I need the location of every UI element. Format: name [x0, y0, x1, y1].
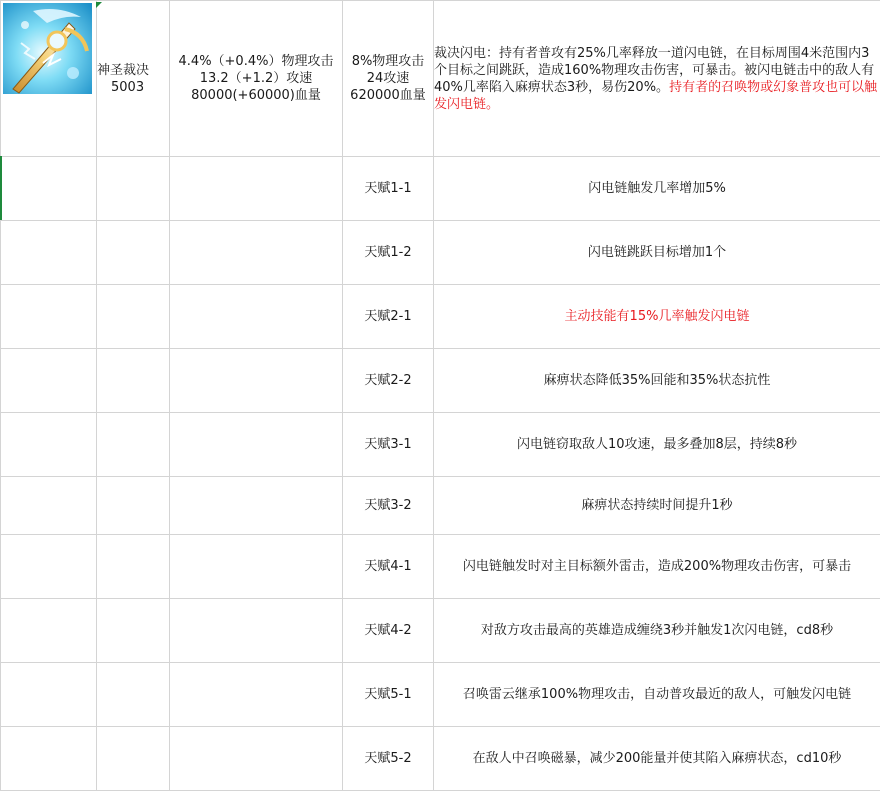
talent-effect: 召唤雷云继承100%物理攻击，自动普攻最近的敌人，可触发闪电链 [462, 687, 852, 702]
talent-effect-cell[interactable] [434, 157, 880, 221]
talent-effect: 主动技能有15%几率触发闪电链 [564, 309, 750, 324]
talent-name-cell[interactable] [343, 221, 434, 285]
empty-cell[interactable] [97, 477, 170, 535]
talent-name-cell[interactable] [343, 727, 434, 791]
talent-name: 天赋2-1 [364, 309, 412, 324]
empty-cell[interactable] [1, 285, 97, 349]
item-id: 5003 [111, 79, 145, 95]
talent-row [1, 349, 880, 413]
talent-row [1, 727, 880, 791]
talent-name-cell[interactable] [343, 285, 434, 349]
empty-cell[interactable] [97, 157, 170, 221]
cell-comment-marker [96, 2, 102, 8]
talent-row [1, 413, 880, 477]
stat-line: 80000(+60000)血量 [191, 88, 321, 103]
empty-cell[interactable] [1, 413, 97, 477]
empty-cell[interactable] [170, 663, 343, 727]
empty-cell[interactable] [1, 221, 97, 285]
empty-cell[interactable] [97, 413, 170, 477]
selection-indicator [0, 156, 2, 220]
max-stat-line: 24攻速 [366, 71, 410, 86]
talent-effect-cell[interactable] [434, 477, 880, 535]
talent-name-cell[interactable] [343, 535, 434, 599]
empty-cell[interactable] [97, 663, 170, 727]
empty-cell[interactable] [170, 221, 343, 285]
talent-effect: 闪电链窃取敌人10攻速，最多叠加8层，持续8秒 [516, 437, 798, 452]
talent-name: 天赋1-1 [364, 181, 412, 196]
item-description-highlight: 持有者的召唤物或幻象普攻也可以触发闪电链。 [434, 79, 878, 112]
talent-effect-cell[interactable] [434, 285, 880, 349]
talent-row [1, 477, 880, 535]
talent-effect-cell[interactable] [434, 349, 880, 413]
empty-cell[interactable] [170, 535, 343, 599]
talent-effect: 闪电链跳跃目标增加1个 [587, 245, 727, 260]
talent-effect-cell[interactable] [434, 599, 880, 663]
empty-cell[interactable] [1, 477, 97, 535]
talent-effect: 对敌方攻击最高的英雄造成缠绕3秒并触发1次闪电链，cd8秒 [480, 623, 834, 638]
empty-cell[interactable] [170, 599, 343, 663]
empty-cell[interactable] [170, 285, 343, 349]
icon-cell[interactable] [1, 1, 97, 157]
talent-effect: 闪电链触发几率增加5% [588, 181, 726, 196]
item-row [1, 1, 880, 157]
talent-name: 天赋5-1 [364, 687, 412, 702]
talent-effect: 麻痹状态降低35%回能和35%状态抗性 [543, 373, 771, 388]
talent-effect-cell[interactable] [434, 413, 880, 477]
item-description-cell[interactable] [434, 1, 880, 157]
talent-name: 天赋4-2 [364, 623, 412, 638]
empty-cell[interactable] [97, 599, 170, 663]
talent-name-cell[interactable] [343, 477, 434, 535]
talent-name-cell[interactable] [343, 349, 434, 413]
sword-lightning-icon [3, 3, 92, 94]
talent-row [1, 599, 880, 663]
item-name: 神圣裁决 [97, 62, 150, 78]
empty-cell[interactable] [170, 477, 343, 535]
empty-cell[interactable] [170, 157, 343, 221]
max-stat-line: 8%物理攻击 [351, 54, 425, 69]
empty-cell[interactable] [97, 727, 170, 791]
talent-name: 天赋4-1 [364, 559, 412, 574]
talent-name-cell[interactable] [343, 599, 434, 663]
talent-effect: 在敌人中召唤磁暴，减少200能量并使其陷入麻痹状态，cd10秒 [472, 751, 842, 766]
talent-effect-cell[interactable] [434, 535, 880, 599]
talent-row [1, 221, 880, 285]
empty-cell[interactable] [97, 221, 170, 285]
empty-cell[interactable] [97, 535, 170, 599]
talent-effect: 闪电链触发时对主目标额外雷击，造成200%物理攻击伤害，可暴击 [462, 559, 852, 574]
talent-row [1, 663, 880, 727]
talent-effect-cell[interactable] [434, 221, 880, 285]
talent-name: 天赋1-2 [364, 245, 412, 260]
empty-cell[interactable] [170, 349, 343, 413]
empty-cell[interactable] [1, 157, 97, 221]
talent-row [1, 285, 880, 349]
item-stats-cell[interactable] [170, 1, 343, 157]
talent-row [1, 157, 880, 221]
empty-cell[interactable] [1, 727, 97, 791]
empty-cell[interactable] [1, 349, 97, 413]
empty-cell[interactable] [170, 413, 343, 477]
max-stat-line: 620000血量 [350, 88, 426, 103]
talent-name: 天赋5-2 [364, 751, 412, 766]
talent-name-cell[interactable] [343, 663, 434, 727]
empty-cell[interactable] [170, 727, 343, 791]
empty-cell[interactable] [97, 285, 170, 349]
stat-line: 13.2（+1.2）攻速 [199, 71, 313, 86]
talent-name-cell[interactable] [343, 157, 434, 221]
talent-name: 天赋2-2 [364, 373, 412, 388]
talent-name-cell[interactable] [343, 413, 434, 477]
stat-line: 4.4%（+0.4%）物理攻击 [178, 54, 334, 69]
item-description: 裁决闪电：持有者普攻有25%几率释放一道闪电链，在目标周围4米范围内3个目标之间跳跃，造成160%物理攻击伤害，可暴击。被闪电链击中的敌人有40%几率陷入麻痹状态3秒，易伤20%。 [434, 45, 875, 95]
empty-cell[interactable] [1, 663, 97, 727]
talent-row [1, 535, 880, 599]
talent-effect-cell[interactable] [434, 727, 880, 791]
empty-cell[interactable] [97, 349, 170, 413]
item-max-stats-cell[interactable] [343, 1, 434, 157]
empty-cell[interactable] [1, 535, 97, 599]
item-name-cell[interactable] [97, 1, 170, 157]
talent-name: 天赋3-2 [364, 498, 412, 513]
empty-cell[interactable] [1, 599, 97, 663]
talent-effect: 麻痹状态持续时间提升1秒 [581, 498, 733, 513]
talent-effect-cell[interactable] [434, 663, 880, 727]
talent-name: 天赋3-1 [364, 437, 412, 452]
